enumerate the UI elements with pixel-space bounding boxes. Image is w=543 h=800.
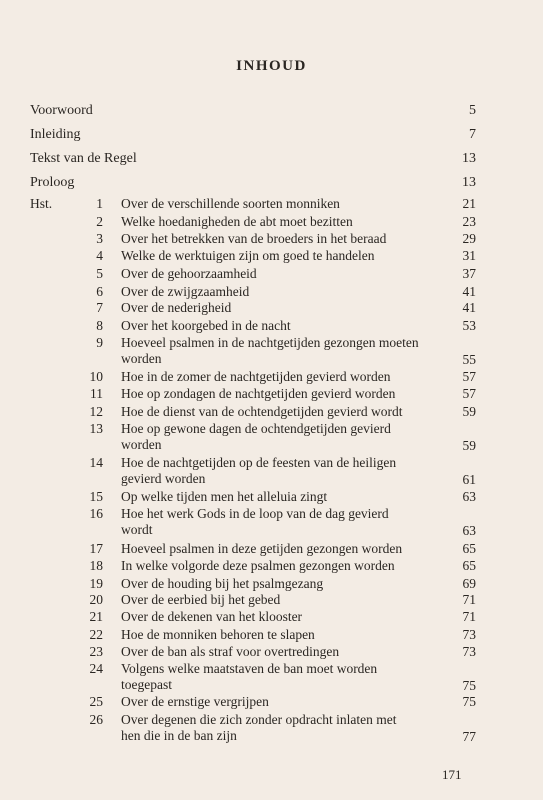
- chapter-number: 24: [89, 661, 103, 676]
- chapter-title-line: Hoeveel psalmen in deze getijden gezongen worden: [121, 541, 403, 556]
- chapter-title-line: Hoe de dienst van de ochtendgetijden gevierd wordt: [121, 404, 403, 419]
- page-number: 171: [442, 767, 462, 782]
- chapter-title: [121, 712, 421, 743]
- entry-label: Inleiding: [30, 127, 81, 142]
- chapter-title-line: Over de ban als straf voor overtredingen: [121, 644, 340, 659]
- chapter-number: 2: [96, 214, 103, 229]
- chapter-title-line: Welke de werktuigen zijn om goed te handelen: [121, 248, 375, 263]
- chapter-number: 16: [89, 506, 103, 521]
- chapter-title: [121, 335, 421, 366]
- chapter-title: [121, 369, 421, 385]
- chapter-number: 23: [89, 644, 103, 659]
- chapter-number: 6: [96, 284, 103, 299]
- chapter-number: 5: [96, 266, 103, 281]
- chapter-page: 65: [462, 558, 476, 573]
- chapter-number: 8: [96, 318, 103, 333]
- chapter-heading-label: Hst.: [30, 196, 53, 211]
- chapter-number: 4: [96, 248, 103, 263]
- chapter-title-line: Hoe in de zomer de nachtgetijden gevierd worden: [121, 369, 391, 384]
- chapter-number: 18: [89, 558, 103, 573]
- chapter-title-line: Over de houding bij het psalmgezang: [121, 576, 324, 591]
- chapter-title: [121, 609, 421, 625]
- chapter-page: 57: [462, 369, 476, 384]
- chapter-title: [121, 541, 421, 557]
- chapter-page: 71: [462, 592, 476, 607]
- chapter-number: 17: [89, 541, 103, 556]
- chapter-title-line: Over het koorgebed in de nacht: [121, 318, 291, 333]
- chapter-title-line: wordt: [121, 521, 153, 537]
- chapter-title-line: Hoe het werk Gods in de loop van de dag gevierd: [121, 506, 389, 521]
- chapter-title: [121, 284, 421, 300]
- chapter-title-line: Over de zwijgzaamheid: [121, 284, 250, 299]
- chapter-number: 22: [89, 627, 103, 642]
- chapter-title: [121, 627, 421, 643]
- chapter-title: [121, 248, 421, 264]
- chapter-title: [121, 266, 421, 282]
- chapter-title-line: Over de nederigheid: [121, 300, 232, 315]
- chapter-number: 9: [96, 335, 103, 350]
- chapter-page: 61: [462, 472, 476, 487]
- chapter-page: 75: [462, 694, 476, 709]
- chapter-title: [121, 592, 421, 608]
- chapter-title-line: Over de gehoorzaamheid: [121, 266, 257, 281]
- chapter-title-line: Over het betrekken van de broeders in het beraad: [121, 231, 387, 246]
- chapter-page: 73: [462, 627, 476, 642]
- chapter-title: [121, 318, 421, 334]
- chapter-title: [121, 386, 421, 402]
- chapter-number: 20: [89, 592, 103, 607]
- chapter-title-line: gevierd worden: [121, 470, 206, 486]
- chapter-number: 12: [89, 404, 103, 419]
- chapter-number: 25: [89, 694, 103, 709]
- chapter-title-line: Hoe op zondagen de nachtgetijden gevierd worden: [121, 386, 396, 401]
- chapter-title-line: Hoe op gewone dagen de ochtendgetijden gevierd: [121, 421, 391, 436]
- entry-page: 7: [469, 127, 476, 142]
- chapter-title-line: Hoeveel psalmen in de nachtgetijden gezongen moeten: [121, 335, 419, 350]
- chapter-page: 31: [462, 248, 476, 263]
- chapter-title-line: worden: [121, 350, 162, 366]
- chapter-page: 77: [462, 729, 476, 744]
- chapter-title: [121, 558, 421, 574]
- chapter-title-line: worden: [121, 436, 162, 452]
- chapter-page: 55: [462, 352, 476, 367]
- chapter-title-line: Hoe de monniken behoren te slapen: [121, 627, 315, 642]
- chapter-page: 63: [462, 489, 476, 504]
- chapter-title-line: Over de verschillende soorten monniken: [121, 196, 340, 211]
- chapter-page: 23: [462, 214, 476, 229]
- chapter-page: 75: [462, 678, 476, 693]
- chapter-page: 41: [462, 300, 476, 315]
- chapter-number: 10: [89, 369, 103, 384]
- chapter-title: [121, 214, 421, 230]
- chapter-title: [121, 506, 421, 537]
- chapter-title: [121, 300, 421, 316]
- chapter-title-line: In welke volgorde deze psalmen gezongen worden: [121, 558, 395, 573]
- chapter-title-line: Volgens welke maatstaven de ban moet worden: [121, 661, 378, 676]
- chapter-page: 69: [462, 576, 476, 591]
- chapter-title: [121, 694, 421, 710]
- chapter-page: 59: [462, 404, 476, 419]
- entry-page: 13: [462, 175, 476, 190]
- chapter-page: 29: [462, 231, 476, 246]
- chapter-title: [121, 231, 421, 247]
- chapter-page: 73: [462, 644, 476, 659]
- chapter-number: 15: [89, 489, 103, 504]
- chapter-page: 59: [462, 438, 476, 453]
- chapter-title-line: Op welke tijden men het alleluia zingt: [121, 489, 328, 504]
- chapter-title: [121, 404, 421, 420]
- chapter-title: [121, 196, 421, 212]
- chapter-number: 1: [96, 196, 103, 211]
- chapter-title: [121, 661, 421, 692]
- entry-page: 5: [469, 103, 476, 118]
- entry-label: Tekst van de Regel: [30, 151, 137, 166]
- chapter-title-line: Hoe de nachtgetijden op de feesten van de heiligen: [121, 455, 397, 470]
- chapter-number: 21: [89, 609, 103, 624]
- chapter-page: 65: [462, 541, 476, 556]
- chapter-page: 37: [462, 266, 476, 281]
- entry-label: Proloog: [30, 175, 75, 190]
- chapter-title: [121, 644, 421, 660]
- chapter-title-line: Over de eerbied bij het gebed: [121, 592, 281, 607]
- entry-label: Voorwoord: [30, 103, 93, 118]
- chapter-number: 3: [96, 231, 103, 246]
- chapter-page: 41: [462, 284, 476, 299]
- chapter-title-line: toegepast: [121, 676, 172, 692]
- chapter-page: 21: [462, 196, 476, 211]
- chapter-title: [121, 576, 421, 592]
- chapter-title-line: Over de ernstige vergrijpen: [121, 694, 269, 709]
- chapter-page: 63: [462, 523, 476, 538]
- chapter-number: 19: [89, 576, 103, 591]
- chapter-title-line: Welke hoedanigheden de abt moet bezitten: [121, 214, 353, 229]
- chapter-title: [121, 455, 421, 486]
- chapter-number: 11: [90, 386, 103, 401]
- chapter-title: [121, 421, 421, 452]
- chapter-title-line: Over degenen die zich zonder opdracht inlaten met: [121, 712, 397, 727]
- chapter-number: 13: [89, 421, 103, 436]
- page-title: INHOUD: [236, 58, 307, 74]
- chapter-number: 14: [89, 455, 103, 470]
- entry-page: 13: [462, 151, 476, 166]
- chapter-page: 53: [462, 318, 476, 333]
- chapter-number: 7: [96, 300, 103, 315]
- chapter-title: [121, 489, 421, 505]
- chapter-page: 71: [462, 609, 476, 624]
- chapter-title-line: Over de dekenen van het klooster: [121, 609, 303, 624]
- chapter-page: 57: [462, 386, 476, 401]
- chapter-number: 26: [89, 712, 103, 727]
- chapter-title-line: hen die in de ban zijn: [121, 727, 237, 743]
